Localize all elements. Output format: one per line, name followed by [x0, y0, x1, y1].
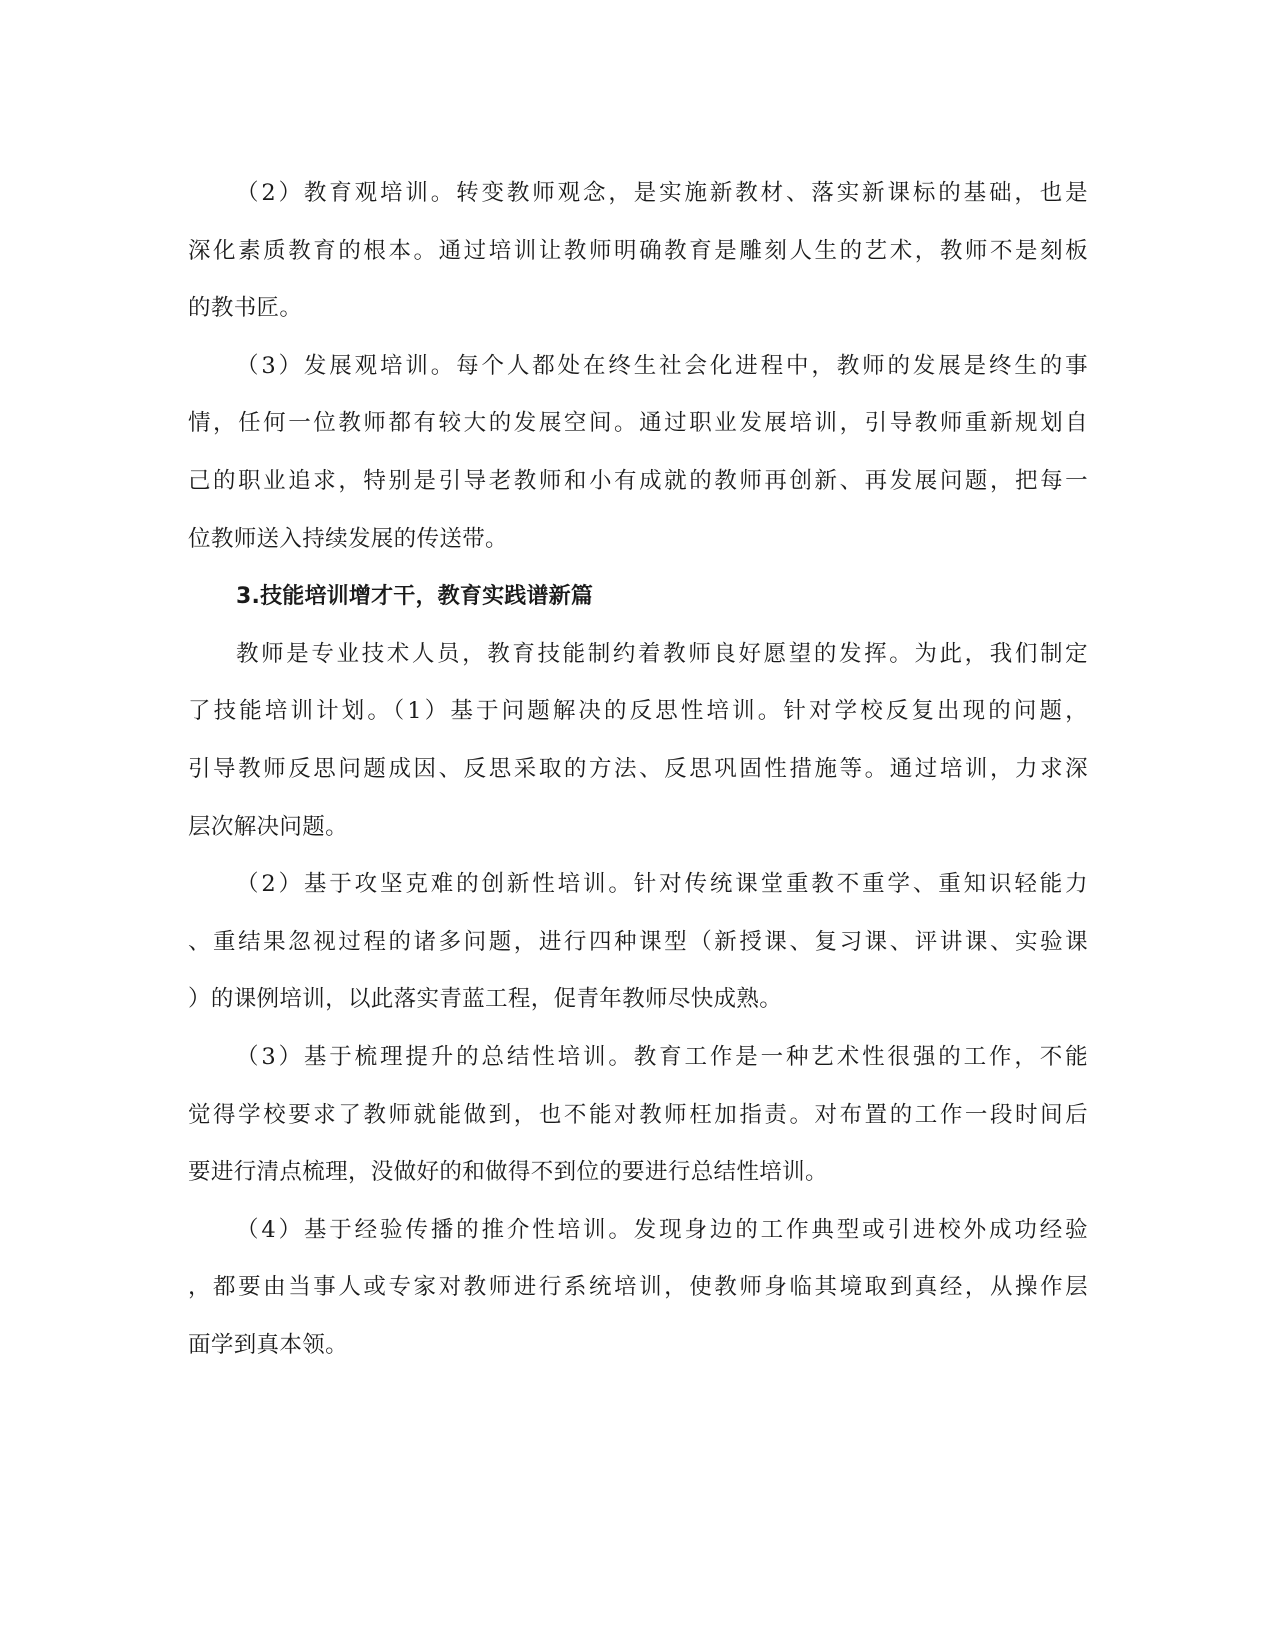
paragraph-summary-training [188, 1029, 1088, 1202]
text-line: 、重结果忽视过程的诸多问题，进行四种课型（新授课、复习课、评讲课、实验课 [188, 928, 1088, 955]
text-line: ）的课例培训，以此落实青蓝工程，促青年教师尽快成熟。 [188, 986, 783, 1013]
text-line: 要进行清点梳理，没做好的和做得不到位的要进行总结性培训。 [188, 1159, 828, 1186]
text-line: 己的职业追求，特别是引导老教师和小有成就的教师再创新、再发展问题，把每一 [188, 467, 1088, 494]
text-line: ，都要由当事人或专家对教师进行系统培训，使教师身临其境取到真经，从操作层 [188, 1274, 1088, 1301]
text-line: （3）发展观培训。每个人都处在终生社会化进程中，教师的发展是终生的事 [236, 352, 1088, 379]
text-line: 深化素质教育的根本。通过培训让教师明确教育是雕刻人生的艺术，教师不是刻板 [188, 237, 1088, 264]
paragraph-promotion-training [188, 1202, 1088, 1375]
text-line: （4）基于经验传播的推介性培训。发现身边的工作典型或引进校外成功经验 [236, 1216, 1088, 1243]
text-line: 引导教师反思问题成因、反思采取的方法、反思巩固性措施等。通过培训，力求深 [188, 755, 1088, 782]
paragraph-education-view [188, 165, 1088, 338]
text-line: 的教书匠。 [188, 295, 303, 322]
text-line: （3）基于梳理提升的总结性培训。教育工作是一种艺术性很强的工作，不能 [236, 1043, 1088, 1070]
paragraph-innovation-training [188, 856, 1088, 1029]
section-heading: 3.技能培训增才干，教育实践谱新篇 [236, 584, 594, 610]
text-line: （2）教育观培训。转变教师观念，是实施新教材、落实新课标的基础，也是 [236, 180, 1088, 206]
document-body [188, 165, 1088, 1374]
text-line: 位教师送入持续发展的传送带。 [188, 525, 508, 552]
text-line: 情，任何一位教师都有较大的发展空间。通过职业发展培训，引导教师重新规划自 [188, 410, 1088, 437]
paragraph-development-view [188, 338, 1088, 568]
text-line: （2）基于攻坚克难的创新性培训。针对传统课堂重教不重学、重知识轻能力 [236, 871, 1088, 898]
text-line: 觉得学校要求了教师就能做到，也不能对教师枉加指责。对布置的工作一段时间后 [188, 1101, 1088, 1128]
text-line: 了技能培训计划。（1）基于问题解决的反思性培训。针对学校反复出现的问题， [188, 698, 1088, 725]
paragraph-skill-training-intro [188, 626, 1088, 856]
text-line: 层次解决问题。 [188, 813, 348, 840]
text-line: 教师是专业技术人员，教育技能制约着教师良好愿望的发挥。为此，我们制定 [236, 640, 1088, 667]
text-line: 面学到真本领。 [188, 1331, 348, 1358]
